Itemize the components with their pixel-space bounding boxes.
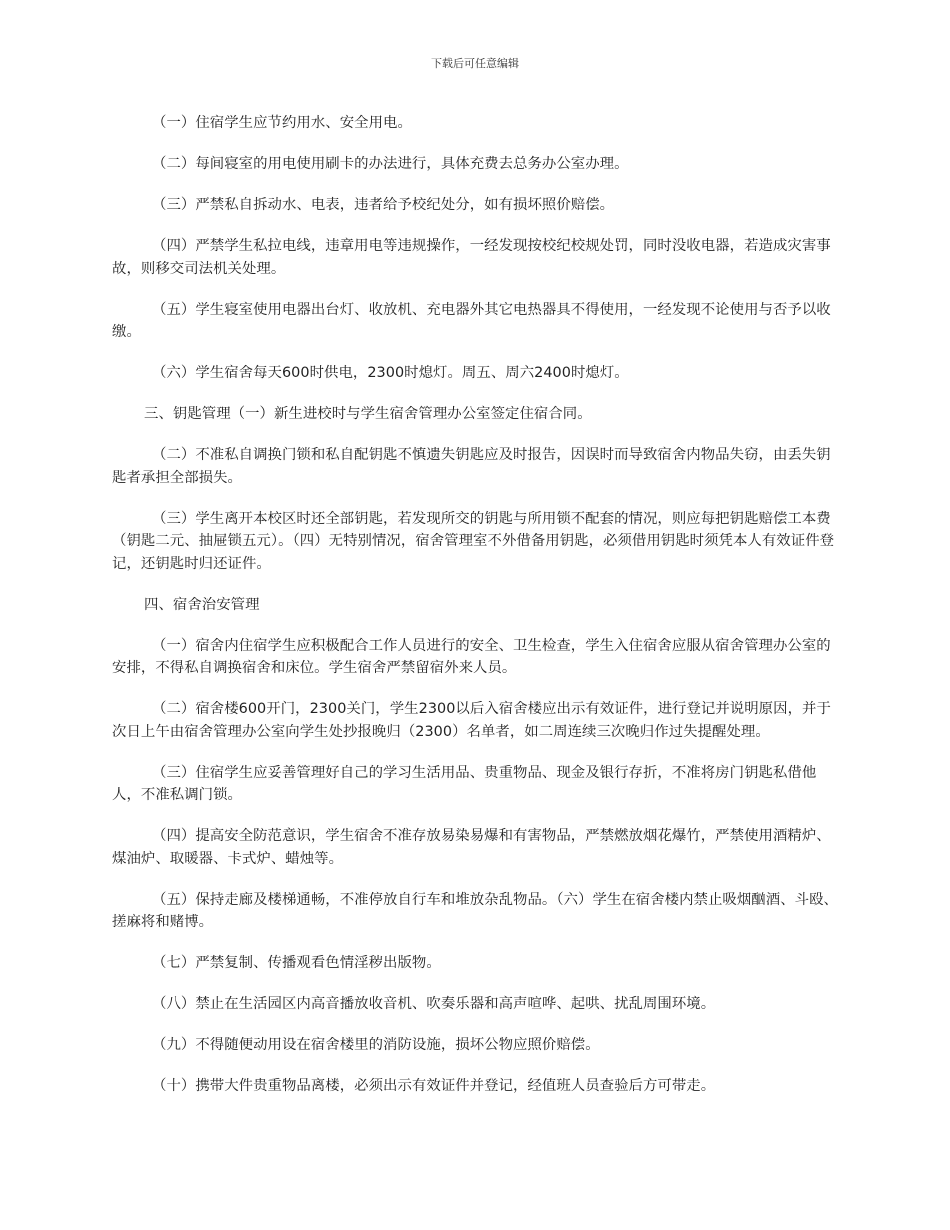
- paragraph: （八）禁止在生活园区内高音播放收音机、吹奏乐器和高声喧哗、起哄、扰乱周围环境。: [152, 996, 716, 1012]
- paragraph: （一）住宿学生应节约用水、安全用电。: [152, 115, 412, 131]
- section-heading-security: 四、宿舍治安管理: [144, 596, 260, 613]
- paragraph: （五）学生寝室使用电器出台灯、收放机、充电器外其它电热器具不得使用，一经发现不论使用与否予以收缴。: [112, 301, 831, 340]
- paragraph: （三）学生离开本校区时还全部钥匙，若发现所交的钥匙与所用锁不配套的情况，则应每把钥匙赔偿工本费（钥匙二元、抽屉锁五元）。（四）无特别情况，宿舍管理室不外借备用钥匙，必须借用钥匙时须凭本人有效证件登记，还钥匙时归还证件。: [112, 510, 835, 572]
- paragraph: （九）不得随便动用设在宿舍楼里的消防设施，损坏公物应照价赔偿。: [152, 1037, 600, 1053]
- paragraph: （四）严禁学生私拉电线，违章用电等违规操作，一经发现按校纪校规处罚，同时没收电器，若造成灾害事故，则移交司法机关处理。: [112, 238, 831, 277]
- document-body: [112, 112, 840, 1116]
- paragraph: （五）保持走廊及楼梯通畅，不准停放自行车和堆放杂乱物品。（六）学生在宿舍楼内禁止吸烟酗酒、斗殴、搓麻将和赌博。: [112, 891, 838, 930]
- paragraph: （一）宿舍内住宿学生应积极配合工作人员进行的安全、卫生检查，学生入住宿舍应服从宿舍管理办公室的安排，不得私自调换宿舍和床位。学生宿舍严禁留宿外来人员。: [112, 637, 831, 676]
- section-heading-keys: 三、钥匙管理（一）新生进校时与学生宿舍管理办公室签定住宿合同。: [144, 406, 592, 422]
- paragraph: （三）住宿学生应妥善管理好自己的学习生活用品、贵重物品、现金及银行存折，不准将房门钥匙私借他人，不准私调门锁。: [112, 764, 817, 803]
- paragraph: （三）严禁私自拆动水、电表，违者给予校纪处分，如有损坏照价赔偿。: [152, 197, 615, 213]
- paragraph: （二）每间寝室的用电使用刷卡的办法进行，具体充费去总务办公室办理。: [152, 156, 629, 172]
- paragraph: （二）不准私自调换门锁和私自配钥匙不慎遗失钥匙应及时报告，因误时而导致宿舍内物品失窃，由丢失钥匙者承担全部损失。: [112, 447, 831, 486]
- paragraph: （四）提高安全防范意识，学生宿舍不准存放易染易爆和有害物品，严禁燃放烟花爆竹，严禁使用酒精炉、煤油炉、取暖器、卡式炉、蜡烛等。: [112, 828, 831, 867]
- paragraph: （七）严禁复制、传播观看色情淫秽出版物。: [152, 955, 441, 971]
- paragraph: （十）携带大件贵重物品离楼，必须出示有效证件并登记，经值班人员查验后方可带走。: [152, 1078, 716, 1094]
- page-header: 下载后可任意编辑: [431, 57, 519, 70]
- paragraph: （六）学生宿舍每天600时供电，2300时熄灯。周五、周六2400时熄灯。: [152, 365, 629, 381]
- paragraph: （二）宿舍楼600开门，2300关门，学生2300以后入宿舍楼应出示有效证件，进行登记并说明原因，并于次日上午由宿舍管理办公室向学生处抄报晚归（2300）名单者，如二周连续三次晚归作过失提醒处理。: [112, 701, 831, 740]
